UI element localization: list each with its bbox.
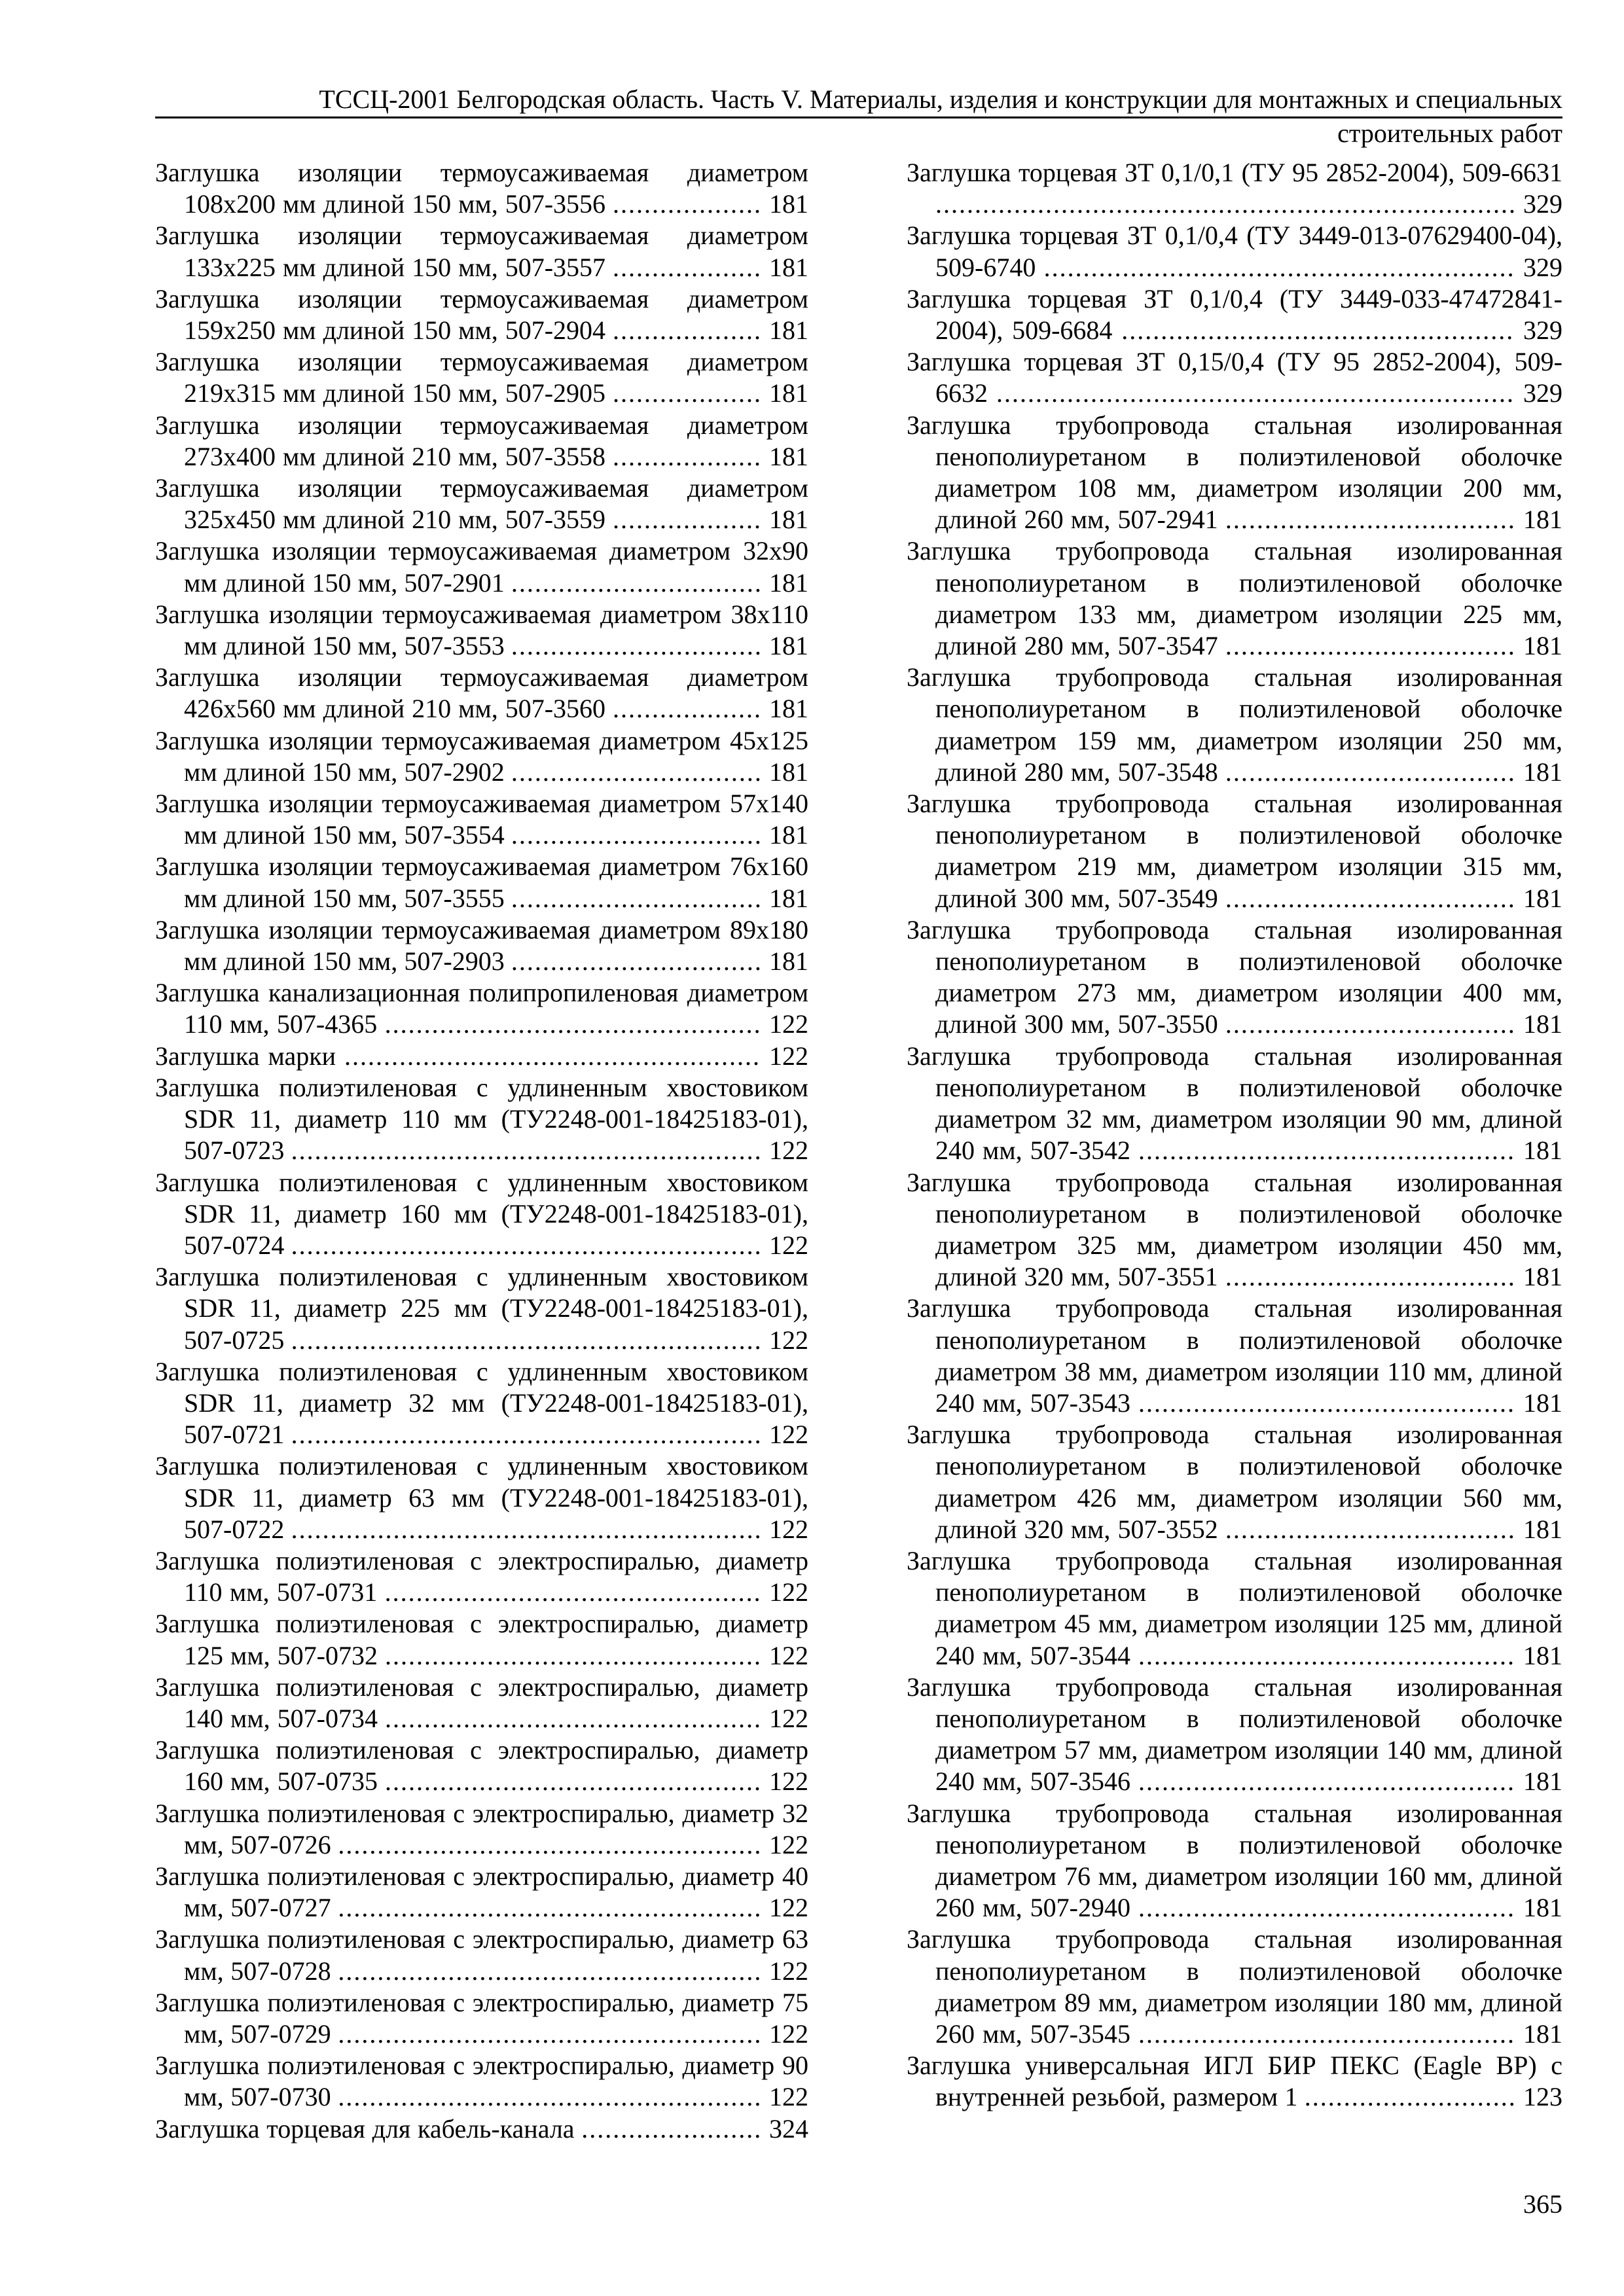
- index-entry: [155, 1798, 808, 1861]
- index-entry: [907, 1293, 1562, 1419]
- index-entry-text: Заглушка марки: [155, 1041, 336, 1071]
- index-entry-text: Заглушка полиэтиленовая с удлиненным хвостовиком SDR 11, диаметр 32 мм (ТУ2248-001-18425183-01), 507-0721: [155, 1356, 808, 1450]
- index-column-right: [907, 157, 1562, 2113]
- dot-leader: ...................: [613, 441, 763, 471]
- index-entry: [907, 410, 1562, 536]
- index-entry-text: Заглушка изоляции термоусаживаемая диаметром 32x90 мм длиной 150 мм, 507-2901: [155, 536, 808, 598]
- page-number: 365: [1523, 2189, 1562, 2219]
- dot-leader: ...................: [613, 505, 763, 535]
- index-entry-text: Заглушка полиэтиленовая с электроспиралью, диаметр 32 мм, 507-0726: [155, 1798, 808, 1859]
- index-entry: [155, 1545, 808, 1608]
- dot-leader: ................................: [511, 757, 763, 787]
- index-entry-text: Заглушка трубопровода стальная изолированная пенополиуретаном в полиэтиленовой оболочке диаметром 325 мм, диаметром изоляции 450 мм, длиной 320 мм, 507-3551: [907, 1167, 1562, 1292]
- index-entry-page: 181: [769, 820, 809, 850]
- index-entry-page: 122: [769, 1577, 809, 1607]
- dot-leader: ................................................: [384, 1009, 762, 1039]
- index-column-left: [155, 157, 808, 2145]
- index-entry-page: 181: [1523, 1767, 1562, 1797]
- index-entry-text: Заглушка торцевая для кабель-канала: [155, 2113, 575, 2144]
- index-entry-page: 122: [769, 1041, 808, 1071]
- index-entry-page: 181: [769, 315, 808, 346]
- index-entry-page: 181: [1523, 1388, 1562, 1418]
- index-entry-page: 181: [769, 505, 808, 535]
- index-entry: [155, 662, 808, 725]
- index-entry-text: Заглушка трубопровода стальная изолированная пенополиуретаном в полиэтиленовой оболочке диаметром 45 мм, диаметром изоляции 125 мм, длиной 240 мм, 507-3544: [907, 1545, 1562, 1670]
- index-entry-page: 122: [769, 2018, 809, 2049]
- index-entry: [155, 1861, 808, 1924]
- index-entry-page: 181: [769, 883, 809, 913]
- index-entry: [155, 1072, 808, 1167]
- index-entry: [155, 1356, 808, 1451]
- dot-leader: ...................: [613, 694, 763, 724]
- dot-leader: ................................................: [384, 1703, 762, 1733]
- index-entry-text: Заглушка изоляции термоусаживаемая диаметром 159x250 мм длиной 150 мм, 507-2904: [155, 283, 808, 346]
- dot-leader: .....................................: [1225, 757, 1516, 787]
- index-entry: [155, 1924, 808, 1986]
- index-entry-text: Заглушка полиэтиленовая с удлиненным хвостовиком SDR 11, диаметр 225 мм (ТУ2248-001-18425183-01), 507-0725: [155, 1262, 808, 1355]
- index-entry: [155, 283, 808, 346]
- index-entry-page: 181: [769, 189, 808, 219]
- index-entry-text: Заглушка изоляции термоусаживаемая диаметром 426x560 мм длиной 210 мм, 507-3560: [155, 662, 808, 724]
- index-entry: [155, 410, 808, 473]
- index-entry-page: 181: [769, 694, 808, 724]
- dot-leader: .....................................: [1225, 1514, 1516, 1544]
- index-entry-page: 122: [769, 1956, 809, 1986]
- dot-leader: ................................................: [1138, 1388, 1515, 1418]
- index-entry-page: 181: [1523, 1514, 1563, 1544]
- dot-leader: ......................................................: [338, 1956, 763, 1986]
- index-entry-text: Заглушка торцевая ЗТ 0,1/0,4 (ТУ 3449-033-47472841-2004), 509-6684: [907, 283, 1562, 346]
- index-entry: [155, 851, 808, 914]
- index-entry: [155, 1261, 808, 1356]
- index-entry: [907, 2050, 1562, 2113]
- index-entry: [155, 599, 808, 662]
- dot-leader: .....................................: [1225, 505, 1516, 535]
- dot-leader: ...................: [613, 315, 763, 346]
- index-entry-page: 329: [1523, 252, 1563, 282]
- index-entry-page: 181: [769, 757, 809, 787]
- index-entry-text: Заглушка трубопровода стальная изолированная пенополиуретаном в полиэтиленовой оболочке диаметром 89 мм, диаметром изоляции 180 мм, длиной 260 мм, 507-3545: [907, 1924, 1562, 2049]
- index-entry-page: 122: [769, 1514, 809, 1544]
- running-header-continuation: строительных работ: [1337, 118, 1562, 148]
- index-entry-page: 329: [1523, 189, 1562, 219]
- dot-leader: ............................................................: [291, 1514, 763, 1544]
- index-entry-page: 324: [769, 2113, 809, 2144]
- dot-leader: ............................................................: [291, 1420, 763, 1450]
- dot-leader: ................................................: [384, 1640, 762, 1670]
- index-entry-text: Заглушка трубопровода стальная изолированная пенополиуретаном в полиэтиленовой оболочке диаметром 38 мм, диаметром изоляции 110 мм, длиной 240 мм, 507-3543: [907, 1293, 1562, 1418]
- index-entry-page: 122: [769, 1893, 809, 1923]
- index-entry-page: 122: [769, 2082, 809, 2112]
- index-entry-page: 181: [769, 252, 808, 282]
- index-entry: [155, 1041, 808, 1072]
- index-entry: [907, 1167, 1562, 1293]
- index-entry: [155, 535, 808, 598]
- index-entry: [155, 157, 808, 220]
- index-entry: [907, 1672, 1562, 1798]
- index-entry: [907, 1545, 1562, 1672]
- index-entry-page: 181: [769, 567, 809, 598]
- dot-leader: ................................: [511, 631, 763, 661]
- index-entry-text: Заглушка изоляции термоусаживаемая диаметром 45x125 мм длиной 150 мм, 507-2902: [155, 725, 808, 787]
- index-entry-page: 181: [1523, 505, 1563, 535]
- index-entry: [155, 1450, 808, 1545]
- index-entry-text: Заглушка трубопровода стальная изолированная пенополиуретаном в полиэтиленовой оболочке диаметром 76 мм, диаметром изоляции 160 мм, длиной 260 мм, 507-2940: [907, 1798, 1562, 1923]
- index-entry-page: 122: [769, 1009, 809, 1039]
- index-entry: [155, 2050, 808, 2113]
- index-entry-page: 181: [769, 946, 809, 977]
- index-entry: [155, 2113, 808, 2145]
- dot-leader: ................................................: [1138, 1767, 1515, 1797]
- dot-leader: ......................................................: [338, 1829, 763, 1859]
- index-entry: [155, 473, 808, 535]
- index-entry-page: 181: [1523, 883, 1563, 913]
- dot-leader: ................................: [511, 883, 763, 913]
- index-entry-text: Заглушка изоляции термоусаживаемая диаметром 57x140 мм длиной 150 мм, 507-3554: [155, 789, 808, 850]
- index-entry: [907, 220, 1562, 283]
- index-entry-text: Заглушка полиэтиленовая с электроспиралью, диаметр 63 мм, 507-0728: [155, 1924, 808, 1986]
- dot-leader: ............................................................: [291, 1325, 763, 1355]
- dot-leader: ............................................................: [291, 1230, 763, 1260]
- index-entry-text: Заглушка изоляции термоусаживаемая диаметром 273x400 мм длиной 210 мм, 507-3558: [155, 410, 808, 471]
- index-entry-text: Заглушка полиэтиленовая с удлиненным хвостовиком SDR 11, диаметр 160 мм (ТУ2248-001-18425183-01), 507-0724: [155, 1167, 808, 1260]
- index-entry-page: 122: [769, 1230, 809, 1260]
- index-entry: [907, 283, 1562, 346]
- index-entry: [155, 1167, 808, 1262]
- dot-leader: ......................................................: [338, 2018, 763, 2049]
- index-entry-text: Заглушка трубопровода стальная изолированная пенополиуретаном в полиэтиленовой оболочке диаметром 219 мм, диаметром изоляции 315 мм, длиной 300 мм, 507-3549: [907, 789, 1562, 913]
- index-entry: [907, 1041, 1562, 1167]
- index-entry: [907, 535, 1562, 662]
- index-entry-text: Заглушка канализационная полипропиленовая диаметром 110 мм, 507-4365: [155, 978, 808, 1039]
- dot-leader: .......................: [581, 2113, 763, 2144]
- index-entry-text: Заглушка изоляции термоусаживаемая диаметром 133x225 мм длиной 150 мм, 507-3557: [155, 221, 808, 282]
- index-entry: [907, 1924, 1562, 2050]
- dot-leader: ................................................: [1138, 2018, 1515, 2049]
- dot-leader: .....................................................: [344, 1041, 761, 1071]
- dot-leader: ..................................................: [1121, 315, 1515, 346]
- index-entry-text: Заглушка полиэтиленовая с электроспиралью, диаметр 110 мм, 507-0731: [155, 1545, 808, 1607]
- index-entry: [155, 220, 808, 283]
- dot-leader: ......................................................: [338, 1893, 763, 1923]
- index-entry-text: Заглушка полиэтиленовая с удлиненным хвостовиком SDR 11, диаметр 63 мм (ТУ2248-001-18425183-01), 507-0722: [155, 1451, 808, 1544]
- index-entry: [155, 788, 808, 851]
- index-entry: [155, 1734, 808, 1797]
- dot-leader: ................................: [511, 820, 763, 850]
- dot-leader: ...................: [613, 378, 763, 408]
- index-entry: [907, 1419, 1562, 1545]
- index-entry-text: Заглушка полиэтиленовая с электроспиралью, диаметр 90 мм, 507-0730: [155, 2051, 808, 2112]
- index-entry-text: Заглушка полиэтиленовая с электроспиралью, диаметр 75 мм, 507-0729: [155, 1987, 808, 2049]
- dot-leader: ................................................: [1138, 1640, 1515, 1670]
- index-entry-text: Заглушка полиэтиленовая с электроспиралью, диаметр 140 мм, 507-0734: [155, 1672, 808, 1733]
- index-entry-page: 181: [769, 441, 808, 471]
- index-entry-text: Заглушка трубопровода стальная изолированная пенополиуретаном в полиэтиленовой оболочке диаметром 273 мм, диаметром изоляции 400 мм, длиной 300 мм, 507-3550: [907, 914, 1562, 1039]
- dot-leader: ......................................................: [338, 2082, 763, 2112]
- index-entry-page: 329: [1523, 378, 1562, 408]
- index-entry-text: Заглушка изоляции термоусаживаемая диаметром 76x160 мм длиной 150 мм, 507-3555: [155, 852, 808, 913]
- index-entry-text: Заглушка трубопровода стальная изолированная пенополиуретаном в полиэтиленовой оболочке диаметром 426 мм, диаметром изоляции 560 мм, длиной 320 мм, 507-3552: [907, 1420, 1562, 1544]
- index-entry-page: 181: [1523, 1009, 1563, 1039]
- dot-leader: ............................................................: [1043, 252, 1515, 282]
- index-entry-page: 181: [1523, 631, 1563, 661]
- index-entry-page: 122: [769, 1640, 808, 1670]
- index-entry-page: 122: [769, 1136, 809, 1166]
- index-entry-page: 122: [769, 1767, 808, 1797]
- index-entry: [155, 1608, 808, 1671]
- dot-leader: ................................................: [1138, 1136, 1515, 1166]
- index-entry-page: 329: [1523, 315, 1563, 346]
- index-entry-page: 122: [769, 1829, 809, 1859]
- index-entry-text: Заглушка трубопровода стальная изолированная пенополиуретаном в полиэтиленовой оболочке диаметром 159 мм, диаметром изоляции 250 мм, длиной 280 мм, 507-3548: [907, 662, 1562, 787]
- index-entry-text: Заглушка трубопровода стальная изолированная пенополиуретаном в полиэтиленовой оболочке диаметром 57 мм, диаметром изоляции 140 мм, длиной 240 мм, 507-3546: [907, 1672, 1562, 1797]
- index-entry-text: Заглушка изоляции термоусаживаемая диаметром 89x180 мм длиной 150 мм, 507-2903: [155, 914, 808, 977]
- index-entry: [907, 914, 1562, 1041]
- index-entry: [907, 788, 1562, 914]
- dot-leader: .....................................: [1225, 631, 1516, 661]
- index-entry-page: 181: [1523, 2018, 1562, 2049]
- dot-leader: ...........................: [1304, 2082, 1517, 2112]
- dot-leader: ..................................................................: [996, 378, 1515, 408]
- index-entry-page: 122: [769, 1703, 808, 1733]
- index-entry: [155, 977, 808, 1040]
- index-entry: [155, 1672, 808, 1734]
- index-entry-text: Заглушка трубопровода стальная изолированная пенополиуретаном в полиэтиленовой оболочке диаметром 133 мм, диаметром изоляции 225 мм, длиной 280 мм, 507-3547: [907, 536, 1562, 661]
- index-entry: [907, 346, 1562, 409]
- index-entry-page: 122: [769, 1325, 809, 1355]
- index-entry-text: Заглушка изоляции термоусаживаемая диаметром 38x110 мм длиной 150 мм, 507-3553: [155, 599, 808, 661]
- dot-leader: ...................: [613, 189, 763, 219]
- index-entry: [155, 725, 808, 788]
- index-entry: [907, 662, 1562, 788]
- index-entry-text: Заглушка торцевая ЗТ 0,15/0,4 (ТУ 95 2852-2004), 509-6632: [907, 347, 1562, 408]
- index-entry: [907, 1798, 1562, 1924]
- index-entry-text: Заглушка полиэтиленовая с электроспиралью, диаметр 125 мм, 507-0732: [155, 1609, 808, 1670]
- index-entry-page: 181: [1523, 1136, 1562, 1166]
- dot-leader: ................................: [511, 946, 763, 977]
- dot-leader: ..........................................................................: [935, 189, 1517, 219]
- dot-leader: ................................................: [384, 1767, 762, 1797]
- index-entry: [155, 914, 808, 977]
- index-entry-page: 122: [769, 1420, 809, 1450]
- index-entry-text: Заглушка полиэтиленовая с удлиненным хвостовиком SDR 11, диаметр 110 мм (ТУ2248-001-18425183-01), 507-0723: [155, 1072, 808, 1166]
- dot-leader: .....................................: [1225, 1262, 1516, 1292]
- index-entry-page: 123: [1523, 2082, 1563, 2112]
- dot-leader: ................................: [511, 567, 763, 598]
- dot-leader: .....................................: [1225, 883, 1516, 913]
- index-entry-page: 181: [769, 378, 808, 408]
- index-entry-page: 181: [769, 631, 809, 661]
- index-entry-text: Заглушка трубопровода стальная изолированная пенополиуретаном в полиэтиленовой оболочке диаметром 108 мм, диаметром изоляции 200 мм, длиной 260 мм, 507-2941: [907, 410, 1562, 535]
- index-entry-text: Заглушка торцевая ЗТ 0,1/0,1 (ТУ 95 2852-2004), 509-6631: [907, 158, 1562, 187]
- index-entry-text: Заглушка полиэтиленовая с электроспиралью, диаметр 160 мм, 507-0735: [155, 1735, 808, 1797]
- index-entry-text: Заглушка изоляции термоусаживаемая диаметром 219x315 мм длиной 150 мм, 507-2905: [155, 347, 808, 408]
- index-entry: [155, 1987, 808, 2050]
- index-entry: [155, 346, 808, 409]
- index-entry-text: Заглушка трубопровода стальная изолированная пенополиуретаном в полиэтиленовой оболочке диаметром 32 мм, диаметром изоляции 90 мм, длиной 240 мм, 507-3542: [907, 1041, 1562, 1166]
- index-entry-page: 181: [1523, 1640, 1562, 1670]
- index-entry-text: Заглушка торцевая ЗТ 0,1/0,4 (ТУ 3449-013-07629400-04), 509-6740: [907, 221, 1562, 282]
- index-entry-text: Заглушка изоляции термоусаживаемая диаметром 325x450 мм длиной 210 мм, 507-3559: [155, 473, 808, 535]
- index-entry-text: Заглушка изоляции термоусаживаемая диаметром 108x200 мм длиной 150 мм, 507-3556: [155, 158, 808, 219]
- dot-leader: ............................................................: [291, 1136, 763, 1166]
- index-entry-page: 181: [1523, 757, 1563, 787]
- dot-leader: .....................................: [1225, 1009, 1516, 1039]
- index-entry-text: Заглушка универсальная ИГЛ БИР ПЕКС (Eagle BP) с внутренней резьбой, размером 1: [907, 2051, 1562, 2112]
- index-entry: [907, 157, 1562, 220]
- running-header: ТССЦ-2001 Белгородская область. Часть V. Материалы, изделия и конструкции для монтажных и специальных: [155, 84, 1562, 118]
- index-entry-page: 181: [1523, 1893, 1562, 1923]
- dot-leader: ...................: [613, 252, 763, 282]
- index-entry-page: 181: [1523, 1262, 1563, 1292]
- dot-leader: ................................................: [384, 1577, 762, 1607]
- index-entry-text: Заглушка полиэтиленовая с электроспиралью, диаметр 40 мм, 507-0727: [155, 1861, 808, 1923]
- dot-leader: ................................................: [1138, 1893, 1515, 1923]
